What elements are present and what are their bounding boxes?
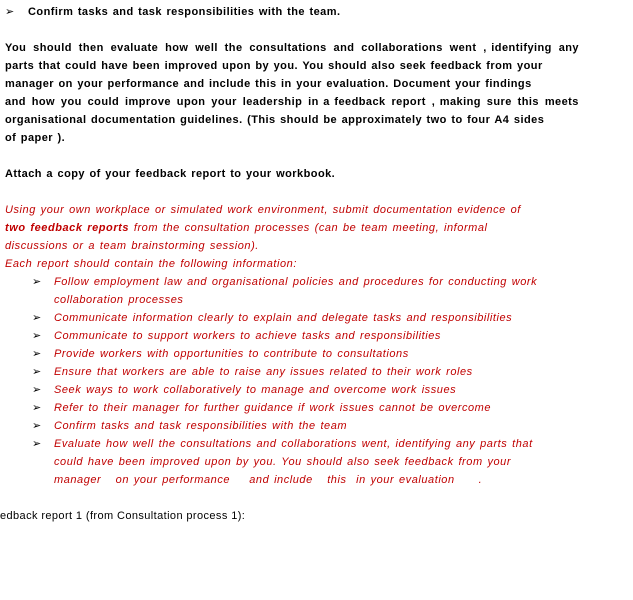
arrow-bullet-icon: ➢ xyxy=(32,312,42,324)
paragraph-line-6: of paper ). xyxy=(5,132,66,144)
word: consultations xyxy=(249,42,327,54)
arrow-bullet-icon: ➢ xyxy=(32,420,42,432)
arrow-bullet-icon: ➢ xyxy=(32,384,42,396)
instructions-line-3: discussions or a team brainstorming session). xyxy=(5,240,259,252)
word: and xyxy=(5,96,26,108)
word: how xyxy=(165,42,189,54)
top-bullet-text: Confirm tasks and task responsibilities with the team. xyxy=(28,6,341,18)
instructions-line-4: Each report should contain the following information: xyxy=(5,258,297,270)
list-item: Seek ways to work collaboratively to manage and overcome work issues xyxy=(54,384,457,396)
arrow-bullet-icon: ➢ xyxy=(32,402,42,414)
word: the xyxy=(224,42,243,54)
instructions-line-2-rest: from the consultation processes (can be team meeting, informal xyxy=(129,222,488,234)
word: this xyxy=(517,96,539,108)
word: collaborations xyxy=(361,42,443,54)
arrow-bullet-icon: ➢ xyxy=(5,6,15,18)
word: went xyxy=(449,42,477,54)
list-item-continuation: collaboration processes xyxy=(54,294,184,306)
word: could xyxy=(87,96,120,108)
list-item: Follow employment law and organisational policies and procedures for conducting work xyxy=(54,276,538,288)
word: well xyxy=(195,42,218,54)
instructions-line-2 xyxy=(5,221,488,235)
arrow-bullet-icon: ➢ xyxy=(32,276,42,288)
word: should xyxy=(33,42,72,54)
instructions-line-1: Using your own workplace or simulated work environment, submit documentation evidence of xyxy=(5,204,521,216)
word: in a feedback xyxy=(308,96,386,108)
paragraph-line-3: manager on your performance and include this in your evaluation. Document your findings xyxy=(5,78,532,90)
word: you xyxy=(60,96,82,108)
list-item: Provide workers with opportunities to contribute to consultations xyxy=(54,348,409,360)
paragraph-line-2: parts that could have been improved upon by you. You should also seek feedback from your xyxy=(5,60,543,72)
bold-phrase: two feedback reports xyxy=(5,222,130,234)
word: report xyxy=(391,96,426,108)
arrow-bullet-icon: ➢ xyxy=(32,330,42,342)
arrow-bullet-icon: ➢ xyxy=(32,438,42,450)
word: , identifying xyxy=(483,42,552,54)
list-item: Communicate information clearly to explain and delegate tasks and responsibilities xyxy=(54,312,513,324)
list-item-continuation: could have been improved upon by you. You should also seek feedback from your xyxy=(54,456,512,468)
word: leadership xyxy=(242,96,303,108)
word: your xyxy=(211,96,237,108)
word: improve xyxy=(125,96,171,108)
list-item: Confirm tasks and task responsibilities with the team xyxy=(54,420,348,432)
paragraph-line-4 xyxy=(5,95,579,109)
attach-instruction: Attach a copy of your feedback report to your workbook. xyxy=(5,168,336,180)
word: meets xyxy=(544,96,579,108)
paragraph-line-5: organisational documentation guidelines. (This should be approximately two to four A4 sides xyxy=(5,114,545,126)
list-item-continuation: manager on your performance and include this in your evaluation . xyxy=(54,474,483,486)
word: then xyxy=(78,42,104,54)
word: any xyxy=(558,42,579,54)
list-item: Evaluate how well the consultations and collaborations went, identifying any parts that xyxy=(54,438,533,450)
word: sure xyxy=(486,96,512,108)
arrow-bullet-icon: ➢ xyxy=(32,348,42,360)
arrow-bullet-icon: ➢ xyxy=(32,366,42,378)
feedback-report-heading: edback report 1 (from Consultation process 1): xyxy=(0,510,246,522)
word: upon xyxy=(176,96,206,108)
list-item: Ensure that workers are able to raise any issues related to their work roles xyxy=(54,366,473,378)
word: evaluate xyxy=(110,42,159,54)
word: You xyxy=(5,42,27,54)
list-item: Refer to their manager for further guidance if work issues cannot be overcome xyxy=(54,402,492,414)
word: , making xyxy=(431,96,481,108)
list-item: Communicate to support workers to achieve tasks and responsibilities xyxy=(54,330,441,342)
word: and xyxy=(333,42,355,54)
word: how xyxy=(31,96,56,108)
paragraph-line-1 xyxy=(5,41,579,55)
